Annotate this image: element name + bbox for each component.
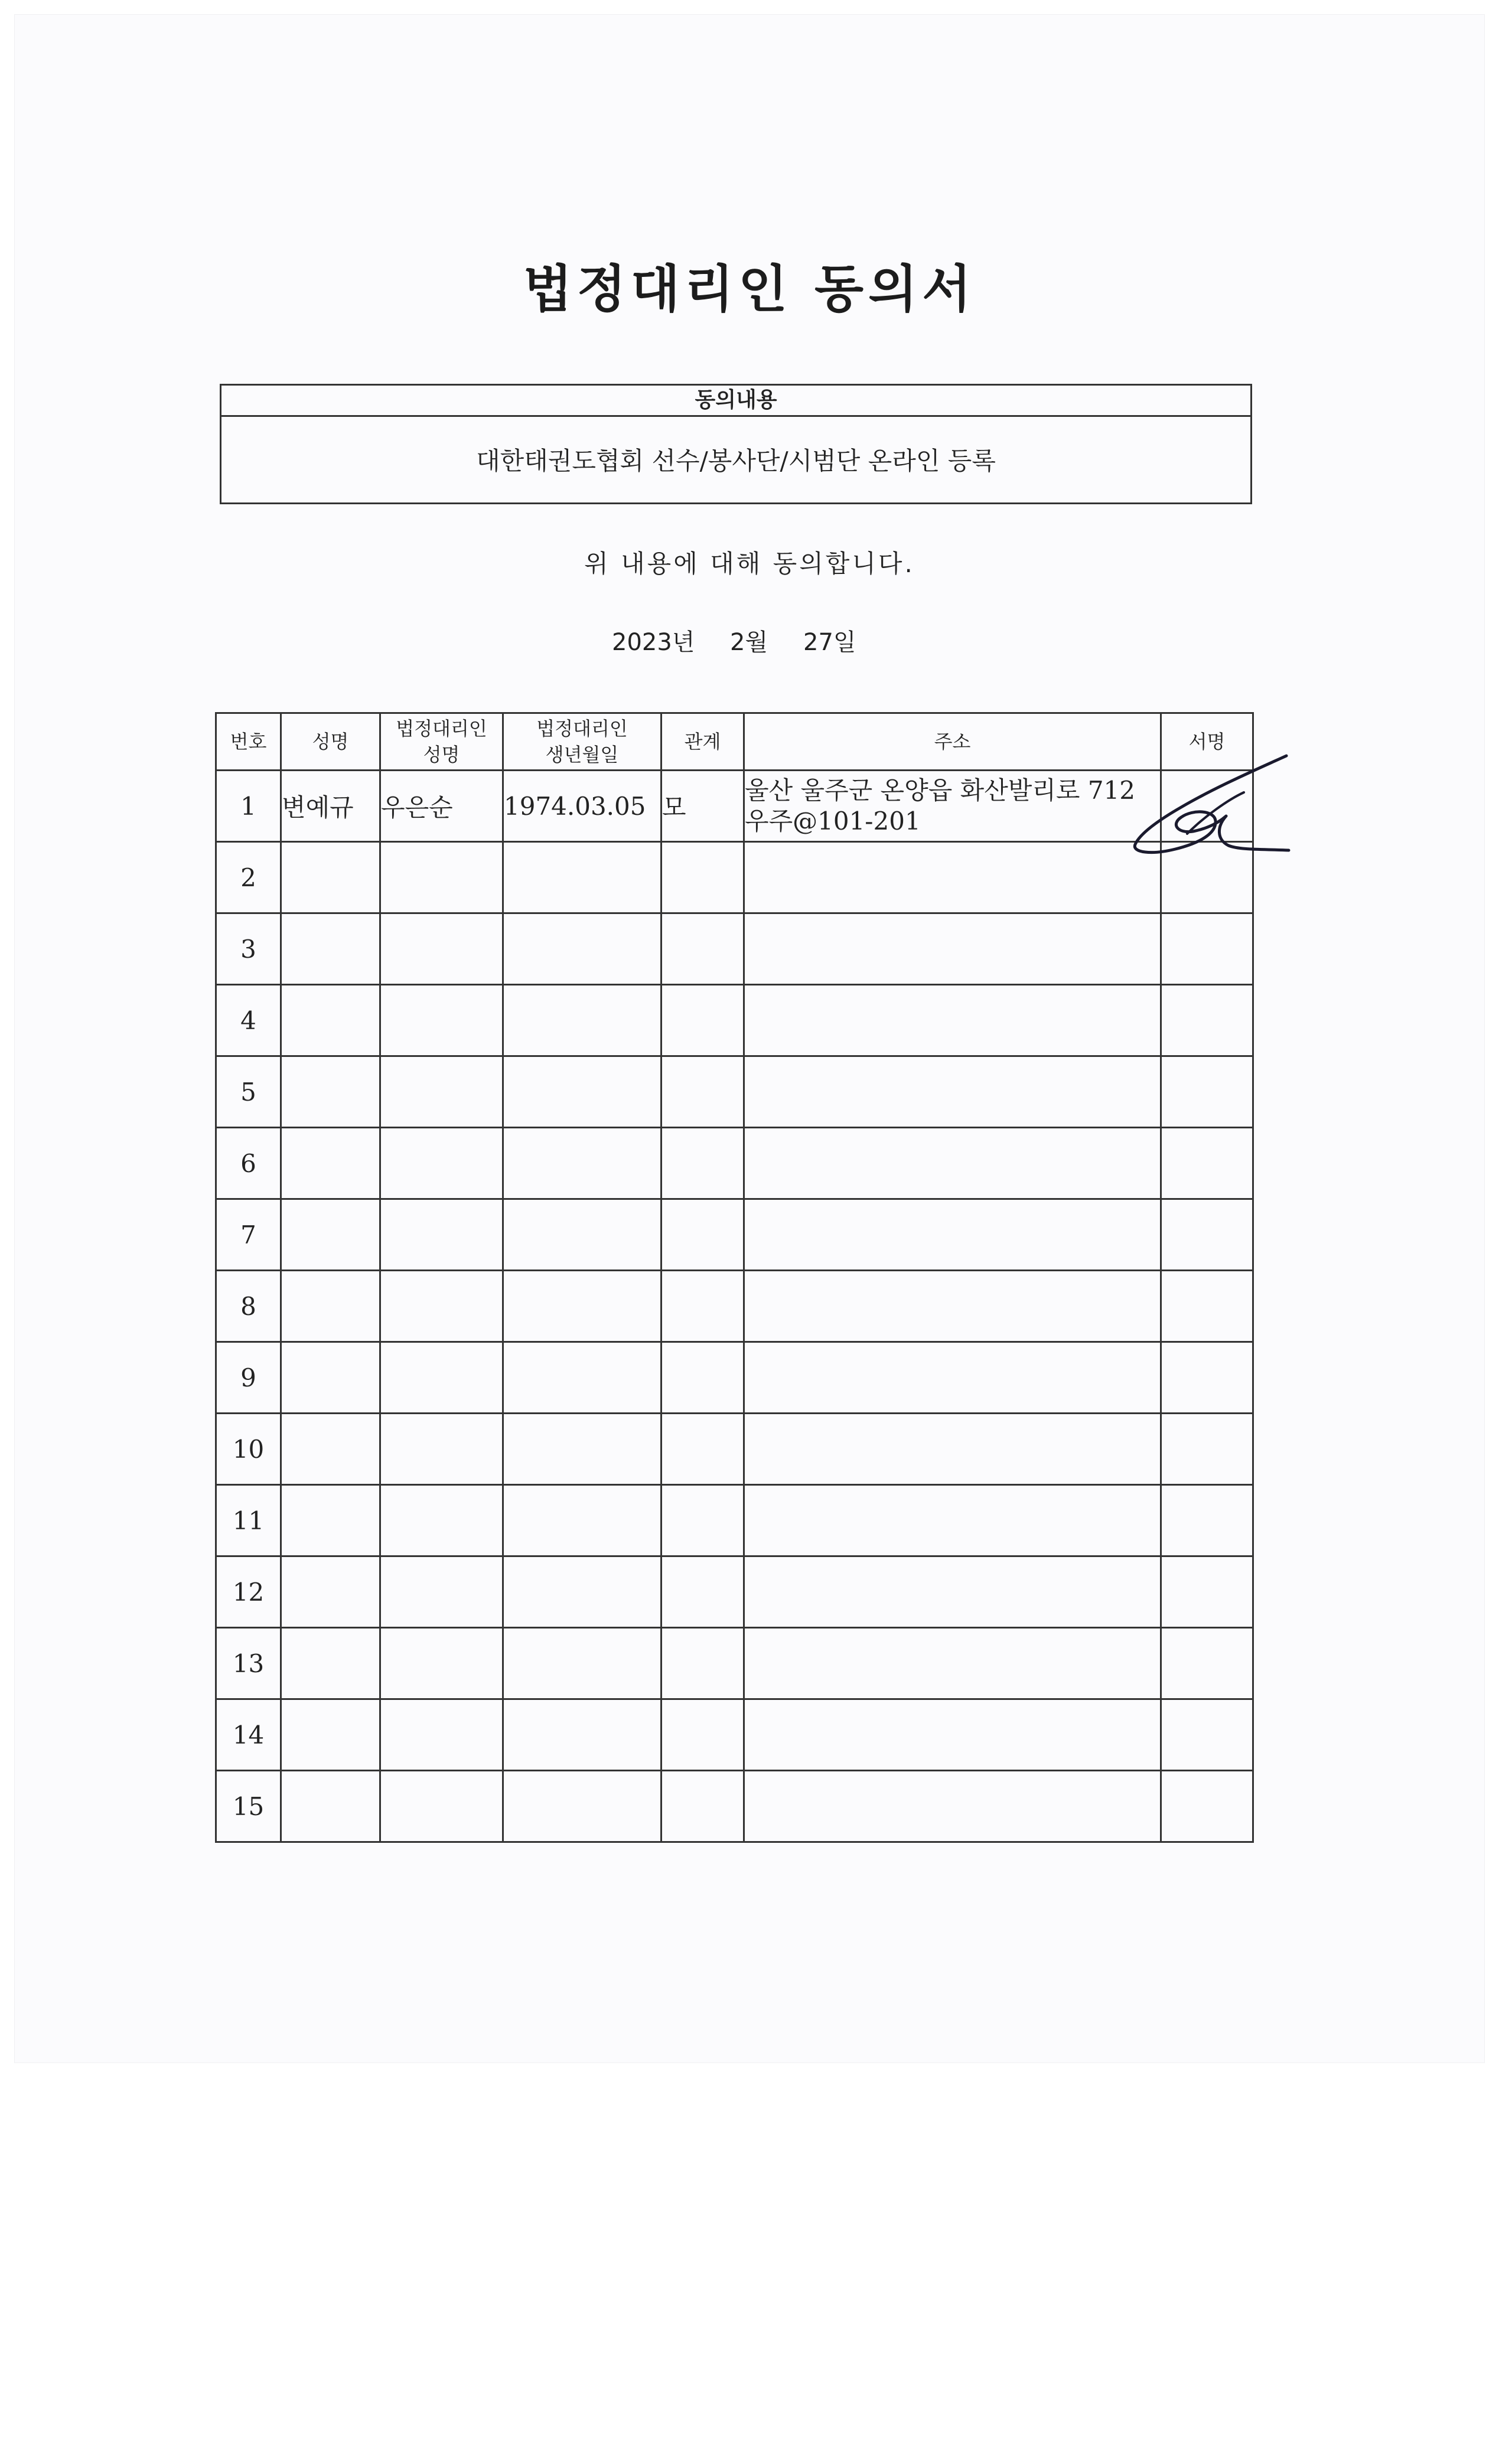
guardian-table [215,712,1254,1843]
row-no: 15 [216,1771,281,1842]
header-no: 번호 [216,713,281,771]
row-address-line1: 울산 울주군 온양읍 화산발리로 712 [745,776,1136,805]
date-year: 2023년 [612,629,695,656]
table-row [216,985,1253,1056]
table-row [216,1628,1253,1699]
row-no: 11 [216,1485,281,1556]
table-row [216,1271,1253,1342]
consent-content: 대한태권도협회 선수/봉사단/시범단 온라인 등록 [476,446,996,475]
table-row [216,771,1253,842]
row-no: 12 [216,1556,281,1628]
table-row [216,1414,1253,1485]
row-name: 변예규 [281,771,380,842]
header-name: 성명 [281,713,380,771]
table-header-row [216,713,1253,771]
header-guardian-birth: 법정대리인 생년월일 [503,713,661,771]
row-no: 3 [216,913,281,985]
row-no: 1 [216,771,281,842]
header-address: 주소 [744,713,1161,771]
row-no: 10 [216,1414,281,1485]
header-relation: 관계 [661,713,744,771]
row-no: 14 [216,1699,281,1771]
row-no: 13 [216,1628,281,1699]
row-no: 8 [216,1271,281,1342]
table-row [216,1699,1253,1771]
row-no: 4 [216,985,281,1056]
row-no: 6 [216,1128,281,1199]
page-title: 법정대리인 동의서 [523,260,976,319]
row-no: 2 [216,842,281,913]
table-row [216,1556,1253,1628]
date-line [612,624,856,657]
row-no: 5 [216,1056,281,1128]
date-day: 27일 [803,629,856,656]
row-guardian-birth: 1974.03.05 [503,771,661,842]
header-signature: 서명 [1161,713,1253,771]
row-address-line2: 우주@101-201 [745,807,921,836]
table-row [216,1771,1253,1842]
table-row [216,1485,1253,1556]
table-row [216,842,1253,913]
row-relation: 모 [661,771,744,842]
handwritten-signature [1128,745,1293,863]
table-row [216,1342,1253,1414]
row-no: 7 [216,1199,281,1271]
row-guardian-name: 우은순 [380,771,503,842]
row-no: 9 [216,1342,281,1414]
table-row [216,1128,1253,1199]
table-row [216,1056,1253,1128]
consent-box [220,384,1252,504]
agreement-statement: 위 내용에 대해 동의합니다. [584,549,915,578]
header-guardian-name: 법정대리인 성명 [380,713,503,771]
row-address [744,771,1161,842]
date-month: 2월 [730,629,768,656]
consent-heading: 동의내용 [221,386,1250,417]
table-row [216,913,1253,985]
table-row [216,1199,1253,1271]
